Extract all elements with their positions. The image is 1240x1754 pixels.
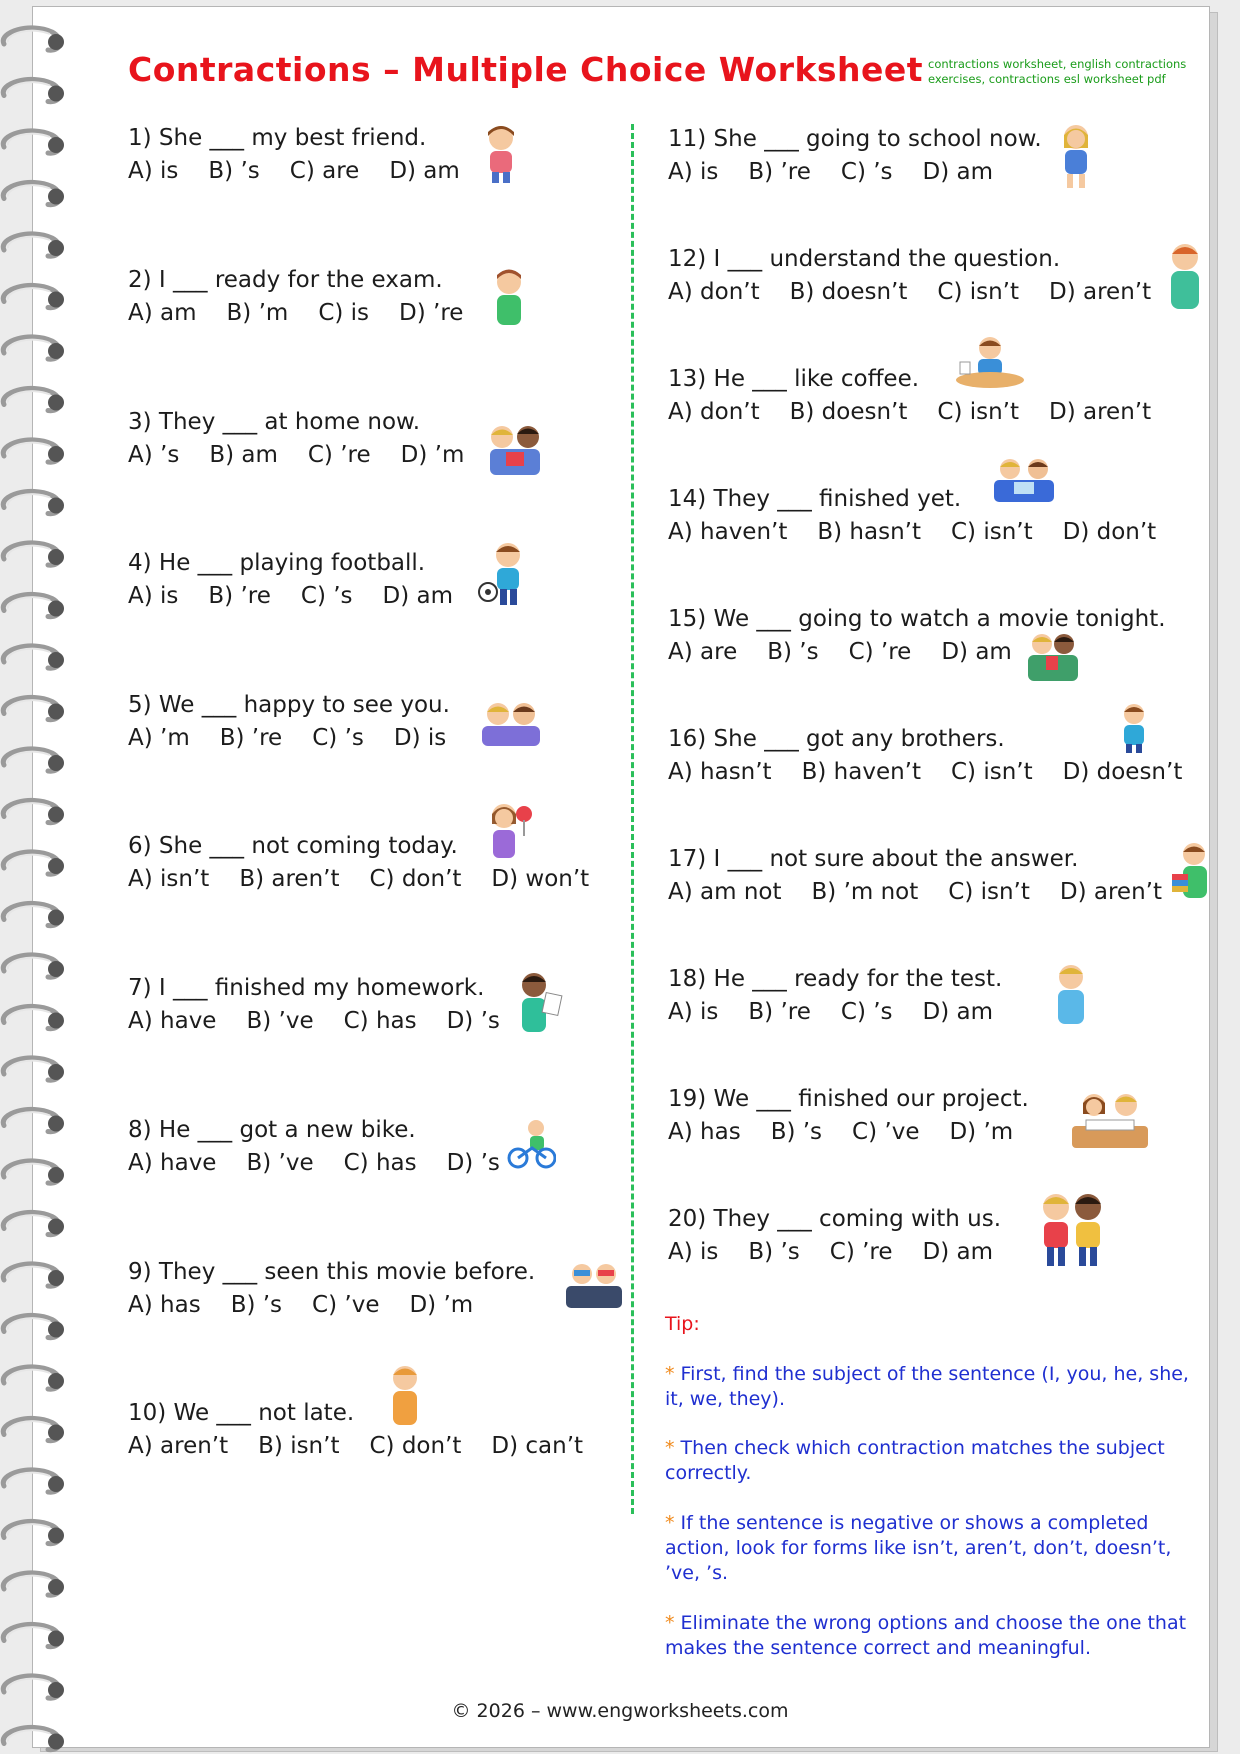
option-a[interactable]: A) is	[128, 583, 179, 609]
option-b[interactable]: B) ’re	[748, 999, 811, 1025]
shrugging-boy-illustration	[1114, 702, 1154, 754]
question-2	[128, 264, 463, 330]
option-d[interactable]: D) ’re	[399, 300, 464, 326]
option-b[interactable]: B) ’ve	[246, 1150, 314, 1176]
tip-text: If the sentence is negative or shows a completed action, look for forms like isn’t, aren’t, don’t, doesn’t, ’ve, ’s.	[665, 1512, 1172, 1584]
binding-hole	[48, 1167, 64, 1183]
binding-hole	[48, 1425, 64, 1441]
tip-item	[665, 1362, 1205, 1412]
question-12	[668, 243, 1151, 309]
laptop-kids-illustration	[990, 456, 1058, 506]
question-text: 5) We ___ happy to see you.	[128, 692, 450, 718]
binding-hole	[48, 704, 64, 720]
option-d[interactable]: D) ’m	[949, 1119, 1014, 1145]
question-text: 3) They ___ at home now.	[128, 409, 421, 435]
option-d[interactable]: D) aren’t	[1049, 279, 1152, 305]
boy-homework-illustration	[512, 970, 564, 1036]
tip-text: Eliminate the wrong options and choose the one that makes the sentence correct and meaningful.	[665, 1612, 1187, 1659]
tip-item	[665, 1611, 1205, 1661]
tip-bullet: *	[665, 1437, 675, 1459]
thinking-boy-illustration	[486, 266, 532, 328]
ready-boy-illustration	[1050, 962, 1092, 1028]
question-17	[668, 843, 1162, 909]
question-text: 14) They ___ finished yet.	[668, 486, 962, 512]
binding-hole	[48, 86, 64, 102]
option-a[interactable]: A) ’s	[128, 442, 180, 468]
binding-hole	[48, 910, 64, 926]
column-divider	[631, 124, 634, 1514]
option-c[interactable]: C) don’t	[369, 866, 462, 892]
question-10	[128, 1397, 583, 1463]
binding-hole	[48, 1064, 64, 1080]
question-9	[128, 1256, 535, 1322]
option-d[interactable]: D) am	[382, 583, 454, 609]
option-c[interactable]: C) are	[289, 158, 360, 184]
option-c[interactable]: C) isn’t	[950, 519, 1033, 545]
question-text: 17) I ___ not sure about the answer.	[668, 846, 1079, 872]
question-13	[668, 363, 1151, 429]
option-c[interactable]: C) isn’t	[951, 759, 1033, 785]
schoolgirl-illustration	[1054, 122, 1100, 190]
boy-books-illustration	[1170, 840, 1214, 902]
bike-boy-illustration	[506, 1118, 556, 1170]
option-b[interactable]: B) doesn’t	[789, 399, 908, 425]
waving-boy-illustration	[384, 1362, 426, 1428]
option-a[interactable]: A) isn’t	[128, 866, 210, 892]
option-c[interactable]: C) ’re	[307, 442, 371, 468]
binding-hole	[48, 240, 64, 256]
option-a[interactable]: A) have	[128, 1150, 217, 1176]
option-c[interactable]: C) ’s	[312, 725, 364, 751]
binding-hole	[48, 1631, 64, 1647]
binding-hole	[48, 807, 64, 823]
tip-item	[665, 1511, 1205, 1586]
option-a[interactable]: A) are	[668, 639, 738, 665]
option-a[interactable]: A) is	[668, 159, 719, 185]
binding-hole	[48, 961, 64, 977]
binding-hole	[48, 1476, 64, 1492]
tip-text: First, find the subject of the sentence (I, you, he, she, it, we, they).	[665, 1363, 1189, 1410]
binding-hole	[48, 858, 64, 874]
option-a[interactable]: A) has	[128, 1292, 201, 1318]
question-3	[128, 406, 464, 472]
option-d[interactable]: D) aren’t	[1049, 399, 1152, 425]
option-b[interactable]: B) doesn’t	[789, 279, 908, 305]
question-text: 2) I ___ ready for the exam.	[128, 267, 443, 293]
popcorn-kids-illustration	[1024, 630, 1082, 684]
question-text: 20) They ___ coming with us.	[668, 1206, 1002, 1232]
question-15	[668, 603, 1166, 669]
binding-hole	[48, 446, 64, 462]
option-a[interactable]: A) aren’t	[128, 1433, 229, 1459]
question-19	[668, 1083, 1029, 1149]
question-text: 16) She ___ got any brothers.	[668, 726, 1005, 752]
coffee-boy-illustration	[954, 334, 1026, 392]
question-text: 6) She ___ not coming today.	[128, 833, 458, 859]
option-c[interactable]: C) ’s	[840, 159, 893, 185]
question-text: 11) She ___ going to school now.	[668, 126, 1042, 152]
option-d[interactable]: D) ’m	[400, 442, 465, 468]
worksheet-title: Contractions – Multiple Choice Worksheet	[128, 50, 924, 89]
question-text: 18) He ___ ready for the test.	[668, 966, 1003, 992]
option-d[interactable]: D) is	[393, 725, 447, 751]
option-b[interactable]: B) hasn’t	[817, 519, 921, 545]
happy-kids-illustration	[478, 700, 544, 748]
option-c[interactable]: C) ’re	[829, 1239, 893, 1265]
option-d[interactable]: D) am	[922, 159, 994, 185]
option-b[interactable]: B) haven’t	[801, 759, 921, 785]
binding-hole	[48, 601, 64, 617]
question-text: 9) They ___ seen this movie before.	[128, 1259, 536, 1285]
option-a[interactable]: A) has	[668, 1119, 741, 1145]
option-d[interactable]: D) can’t	[491, 1433, 584, 1459]
girl-illustration	[476, 122, 526, 184]
binding-hole	[48, 755, 64, 771]
question-text: 12) I ___ understand the question.	[668, 246, 1061, 272]
binding-hole	[48, 1528, 64, 1544]
option-b[interactable]: B) ’s	[770, 1119, 823, 1145]
tip-heading: Tip:	[665, 1313, 700, 1335]
option-d[interactable]: D) don’t	[1062, 519, 1157, 545]
copyright-footer: © 2026 – www.engworksheets.com	[451, 1700, 789, 1722]
binding-hole	[48, 549, 64, 565]
project-kids-illustration	[1068, 1090, 1152, 1152]
binding-hole	[48, 189, 64, 205]
question-text: 15) We ___ going to watch a movie tonight.	[668, 606, 1166, 632]
friends-walking-illustration	[1030, 1190, 1114, 1268]
option-a[interactable]: A) am not	[668, 879, 782, 905]
option-b[interactable]: B) ’m	[226, 300, 289, 326]
tip-item	[665, 1436, 1205, 1486]
confused-boy-illustration	[1162, 240, 1208, 312]
question-text: 19) We ___ finished our project.	[668, 1086, 1029, 1112]
movie-kids-illustration	[562, 1260, 626, 1310]
option-c[interactable]: C) ’s	[840, 999, 893, 1025]
option-d[interactable]: D) am	[922, 999, 994, 1025]
option-b[interactable]: B) ’s	[230, 1292, 283, 1318]
tip-bullet: *	[665, 1363, 675, 1385]
question-5	[128, 689, 450, 755]
option-b[interactable]: B) ’s	[208, 158, 260, 184]
option-d[interactable]: D) am	[389, 158, 460, 184]
option-d[interactable]: D) ’m	[409, 1292, 474, 1318]
question-11	[668, 123, 1042, 189]
tip-text: Then check which contraction matches the subject correctly.	[665, 1437, 1165, 1484]
option-b[interactable]: B) ’re	[208, 583, 271, 609]
question-16	[668, 723, 1182, 789]
option-c[interactable]: C) isn’t	[937, 279, 1020, 305]
binding-hole	[48, 498, 64, 514]
option-d[interactable]: D) ’s	[446, 1150, 500, 1176]
option-b[interactable]: B) ’s	[748, 1239, 800, 1265]
spiral-binding	[0, 0, 90, 1754]
option-a[interactable]: A) is	[668, 1239, 719, 1265]
question-text: 1) She ___ my best friend.	[128, 125, 427, 151]
option-b[interactable]: B) ’re	[219, 725, 283, 751]
option-a[interactable]: A) ’m	[128, 725, 190, 751]
binding-hole	[48, 1682, 64, 1698]
option-c[interactable]: C) has	[343, 1150, 417, 1176]
binding-hole	[48, 343, 64, 359]
question-text: 7) I ___ finished my homework.	[128, 975, 485, 1001]
football-boy-illustration	[478, 540, 534, 608]
option-b[interactable]: B) ’s	[767, 639, 819, 665]
option-c[interactable]: C) ’s	[300, 583, 353, 609]
option-a[interactable]: A) is	[128, 158, 179, 184]
question-text: 8) He ___ got a new bike.	[128, 1117, 416, 1143]
option-c[interactable]: C) isn’t	[937, 399, 1020, 425]
option-d[interactable]: D) am	[922, 1239, 994, 1265]
option-d[interactable]: D) aren’t	[1059, 879, 1162, 905]
question-18	[668, 963, 1002, 1029]
option-c[interactable]: C) isn’t	[948, 879, 1030, 905]
girl-lollipop-illustration	[484, 800, 534, 860]
question-20	[668, 1203, 1001, 1269]
option-c[interactable]: C) ’ve	[312, 1292, 380, 1318]
option-b[interactable]: B) isn’t	[258, 1433, 340, 1459]
option-c[interactable]: C) ’re	[848, 639, 912, 665]
binding-hole	[48, 34, 64, 50]
option-b[interactable]: B) am	[209, 442, 278, 468]
binding-hole	[48, 1116, 64, 1132]
option-b[interactable]: B) ’m not	[811, 879, 919, 905]
option-d[interactable]: D) ’s	[446, 1008, 500, 1034]
binding-hole	[48, 1270, 64, 1286]
option-a[interactable]: A) don’t	[668, 279, 760, 305]
option-a[interactable]: A) haven’t	[668, 519, 788, 545]
option-c[interactable]: C) ’ve	[852, 1119, 920, 1145]
option-b[interactable]: B) ’ve	[246, 1008, 314, 1034]
binding-hole	[48, 1013, 64, 1029]
option-a[interactable]: A) don’t	[668, 399, 760, 425]
option-c[interactable]: C) don’t	[369, 1433, 462, 1459]
binding-hole	[48, 1373, 64, 1389]
kids-reading-illustration	[484, 422, 546, 478]
question-7	[128, 972, 500, 1038]
keywords-text: contractions worksheet, english contractions exercises, contractions esl worksheet pdf	[928, 57, 1187, 86]
binding-hole	[48, 1219, 64, 1235]
question-text: 13) He ___ like coffee.	[668, 366, 920, 392]
option-a[interactable]: A) have	[128, 1008, 217, 1034]
option-b[interactable]: B) aren’t	[239, 866, 340, 892]
option-a[interactable]: A) hasn’t	[668, 759, 772, 785]
question-text: 4) He ___ playing football.	[128, 550, 426, 576]
tip-bullet: *	[665, 1612, 675, 1634]
question-14	[668, 483, 1156, 549]
binding-hole	[48, 1579, 64, 1595]
question-8	[128, 1114, 500, 1180]
option-c[interactable]: C) is	[318, 300, 370, 326]
option-a[interactable]: A) am	[128, 300, 197, 326]
option-b[interactable]: B) ’re	[748, 159, 811, 185]
tip-bullet: *	[665, 1512, 675, 1534]
option-a[interactable]: A) is	[668, 999, 719, 1025]
question-text: 10) We ___ not late.	[128, 1400, 355, 1426]
option-c[interactable]: C) has	[343, 1008, 417, 1034]
option-d[interactable]: D) doesn’t	[1062, 759, 1183, 785]
question-4	[128, 547, 453, 613]
binding-hole	[48, 1734, 64, 1750]
option-d[interactable]: D) won’t	[491, 866, 590, 892]
option-d[interactable]: D) am	[941, 639, 1012, 665]
binding-hole	[48, 652, 64, 668]
binding-hole	[48, 137, 64, 153]
question-1	[128, 122, 460, 188]
binding-hole	[48, 1322, 64, 1338]
binding-hole	[48, 395, 64, 411]
binding-hole	[48, 292, 64, 308]
